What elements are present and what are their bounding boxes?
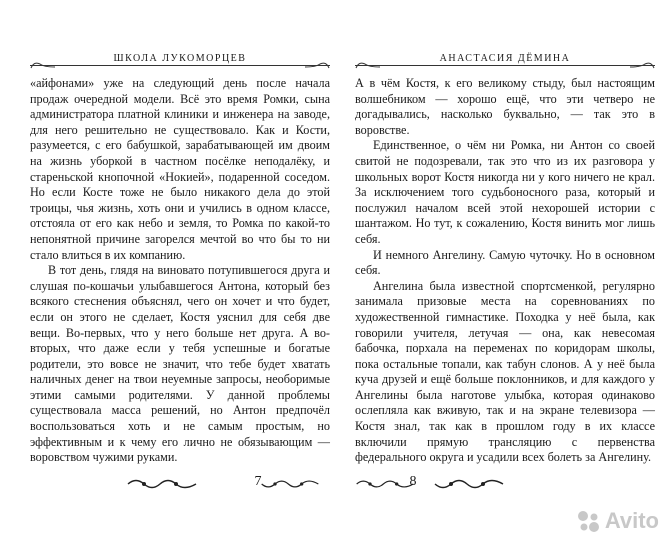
page-number: 7 [254, 474, 262, 489]
page-number: 8 [409, 474, 417, 489]
right-running-head [355, 46, 655, 68]
avito-logo-icon [575, 508, 601, 534]
left-page [30, 0, 330, 540]
header-rule [355, 65, 655, 66]
flourish-left-icon [126, 477, 198, 491]
running-head-title: ШКОЛА ЛУКОМОРЦЕВ [110, 53, 251, 64]
paragraph: И немного Ангелину. Самую чуточку. Но в основном себя. [355, 247, 655, 278]
paragraph: Ангелина была известной спортсменкой, регулярно занимала призовые места на соревнованиях по художественной гимнастике. Походка у неё была, как говорили учителя, летучая — она, как невесомая бабочка, порхала на переменах по коридорам школы, пока остальные топали, как табун слонов. А у неё была куча друзей и ещё больше поклонников, и для каждого у Ангелины была наготове улыбка, которая одинаково ослепляла как вживую, так и на экране телевизора — Костя знал, так как в прошлом году в их классе включили прямую трансляцию с первенства федерального округа и усадили всех болеть за Ангелину. [355, 278, 655, 465]
running-head-title: АНАСТАСИЯ ДЁМИНА [436, 53, 575, 64]
left-running-head [30, 46, 330, 68]
paragraph: «айфонами» уже на следующий день после начала продаж очередной модели. Всё это время Ромки, сына администратора платной клиники и инженера на заводе, для него решительно не существовало. Как и Кости, разумеется, с его бабушкой, зарабатывающей им двоим на жизнь уборкой в частном посёлке неподалёку, и стареньской кнопочной «Нокией», подаренной соседом. Но если Косте тоже не было никакого дела до этой троицы, чья жизнь, хоть они и учились в одном классе, отстояла от его как небо и земля, то Ромка по какой-то непонятной причине загорелся мечтой во что бы то ни стало влиться в их компанию. [30, 76, 330, 262]
flourish-right-icon [260, 477, 320, 491]
paragraph: В тот день, глядя на виновато потупившегося друга и слушая по-кошачьи улыбавшегося Антона, который без всякого стеснения объяснял, чего он хочет и что будет, если он этого не сделает, Костя уяснил для себя две вещи. Во-первых, что у него больше нет друга. А во-вторых, что даже если у тебя успешные и богатые родители, это вовсе не значит, что тебе будет хватать наличных денег на твои неуемные запросы, необоримые этими самыми родителями. У данной проблемы существовала масса решений, но Антон предпочёл воспользоваться хоть и не самым простым, но эффективным и к чему его лично не обязывающим — воровством чужими руками. [30, 263, 330, 465]
avito-watermark [575, 508, 659, 534]
header-rule [30, 65, 330, 66]
right-page [355, 0, 655, 540]
paragraph: Единственное, о чём ни Ромка, ни Антон со своей свитой не подозревали, так это что из их разговора у школьных ворот Костя никогда ни у кого ничего не крал. За исключением того судьбоносного раза, который и послужил началом всей этой нехорошей истории с шантажом. Но тут, к сожалению, Костя винить мог лишь себя. [355, 138, 655, 246]
flourish-right-icon [433, 477, 505, 491]
paragraph: А в чём Костя, к его великому стыду, был настоящим волшебником — хорошо ещё, что эти четверо не догадывались, насколько буквально, — так это в воровстве. [355, 76, 655, 137]
watermark-text: Avito [604, 508, 659, 533]
right-text-block [355, 76, 655, 466]
left-text-block [30, 76, 330, 466]
left-folio [30, 474, 330, 494]
right-folio [355, 474, 655, 494]
